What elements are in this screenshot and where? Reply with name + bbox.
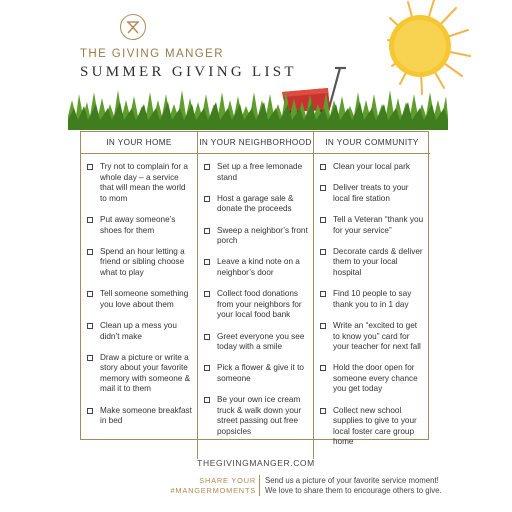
list-item bbox=[320, 247, 426, 279]
brand-name: THE GIVING MANGER bbox=[80, 48, 224, 60]
item-text: Greet everyone you see today with a smile bbox=[217, 331, 305, 352]
list-item bbox=[320, 406, 426, 448]
list-item bbox=[320, 215, 426, 236]
website-link[interactable]: THEGIVINGMANGER.COM bbox=[197, 458, 315, 468]
item-text: Make someone breakfast in bed bbox=[100, 405, 192, 426]
column-heading-neighborhood: IN YOUR NEIGHBORHOOD bbox=[198, 132, 313, 154]
checkbox[interactable] bbox=[87, 355, 93, 361]
item-text: Collect new school supplies to give to your local foster care group home bbox=[333, 405, 417, 447]
list-item bbox=[320, 289, 426, 310]
manger-logo-icon bbox=[120, 14, 146, 40]
list-item bbox=[204, 363, 309, 384]
checkbox[interactable] bbox=[87, 291, 93, 297]
list-item bbox=[204, 194, 309, 215]
checkbox[interactable] bbox=[320, 217, 326, 223]
item-text: Clean up a mess you didn’t make bbox=[100, 320, 177, 341]
checkbox[interactable] bbox=[204, 228, 210, 234]
footer-message bbox=[265, 476, 442, 496]
list-item bbox=[87, 215, 193, 236]
checkbox[interactable] bbox=[204, 397, 210, 403]
column-heading-home: IN YOUR HOME bbox=[81, 132, 197, 154]
checkbox[interactable] bbox=[204, 164, 210, 170]
checkbox[interactable] bbox=[87, 164, 93, 170]
checkbox[interactable] bbox=[204, 259, 210, 265]
share-line-1: SHARE YOUR bbox=[199, 476, 256, 485]
item-text: Sweep a neighbor’s front porch bbox=[217, 225, 308, 246]
list-item bbox=[87, 353, 193, 395]
item-text: Tell someone something you love about them bbox=[100, 289, 189, 309]
item-text: Write an “excited to get to know you” card for your teacher for next fall bbox=[333, 320, 421, 352]
item-text: Try not to complain for a whole day – a service that will mean the world to mom bbox=[100, 162, 188, 203]
list-item bbox=[320, 321, 426, 353]
column-heading-community: IN YOUR COMMUNITY bbox=[314, 132, 430, 154]
item-text: Host a garage sale & donate the proceeds bbox=[217, 193, 294, 214]
footer-divider bbox=[259, 475, 260, 496]
list-item bbox=[204, 162, 309, 183]
list-item bbox=[87, 321, 193, 342]
list-item bbox=[87, 162, 193, 204]
list-item bbox=[204, 289, 309, 321]
home-item-list bbox=[81, 154, 197, 427]
checkbox[interactable] bbox=[87, 408, 93, 414]
list-item bbox=[204, 395, 309, 437]
checkbox[interactable] bbox=[204, 196, 210, 202]
manger-icon bbox=[125, 19, 141, 35]
page-title: SUMMER GIVING LIST bbox=[80, 64, 297, 80]
checkbox[interactable] bbox=[320, 164, 326, 170]
message-line-2: We love to share them to encourage others to give. bbox=[265, 486, 442, 495]
share-hashtag bbox=[146, 476, 256, 496]
item-text: Hold the door open for someone every chance you get today bbox=[333, 363, 418, 394]
checkbox[interactable] bbox=[204, 365, 210, 371]
checkbox[interactable] bbox=[320, 323, 326, 329]
neighborhood-item-list bbox=[198, 154, 313, 437]
list-item bbox=[320, 363, 426, 395]
checkbox[interactable] bbox=[320, 365, 326, 371]
list-item bbox=[204, 226, 309, 247]
checkbox[interactable] bbox=[87, 323, 93, 329]
list-item bbox=[87, 247, 193, 279]
item-text: Clean your local park bbox=[333, 162, 410, 171]
item-text: Collect food donations from your neighbors for your local food bank bbox=[217, 289, 302, 320]
grass-illustration bbox=[68, 86, 448, 130]
item-text: Put away someone’s shoes for them bbox=[100, 214, 176, 235]
giving-list-table bbox=[80, 131, 429, 447]
list-item bbox=[320, 162, 426, 173]
checkbox[interactable] bbox=[204, 291, 210, 297]
item-text: Deliver treats to your local fire station bbox=[333, 183, 409, 203]
column-community bbox=[314, 132, 430, 459]
item-text: Pick a flower & give it to someone bbox=[217, 363, 304, 383]
item-text: Set up a free lemonade stand bbox=[217, 162, 303, 182]
item-text: Spend an hour letting a friend or sibling choose what to play bbox=[100, 246, 185, 277]
item-text: Decorate cards & deliver them to your local hospital bbox=[333, 246, 423, 277]
list-item bbox=[204, 257, 309, 278]
checkbox[interactable] bbox=[320, 185, 326, 191]
checkbox[interactable] bbox=[320, 291, 326, 297]
list-item bbox=[87, 406, 193, 427]
item-text: Tell a Veteran “thank you for your service” bbox=[333, 214, 424, 235]
share-line-2: #MANGERMOMENTS bbox=[170, 486, 256, 495]
item-text: Leave a kind note on a neighbor’s door bbox=[217, 257, 300, 277]
list-item bbox=[87, 289, 193, 310]
item-text: Draw a picture or write a story about your favorite memory with someone & mail it to them bbox=[100, 352, 191, 394]
column-neighborhood bbox=[198, 132, 314, 459]
list-item bbox=[204, 332, 309, 353]
checkbox[interactable] bbox=[87, 249, 93, 255]
list-item bbox=[320, 183, 426, 204]
checkbox[interactable] bbox=[204, 334, 210, 340]
column-home bbox=[81, 132, 198, 459]
item-text: Be your own ice cream truck & walk down your street passing out free popsicles bbox=[217, 395, 302, 436]
message-line-1: Send us a picture of your favorite service moment! bbox=[265, 476, 439, 485]
checkbox[interactable] bbox=[87, 217, 93, 223]
checkbox[interactable] bbox=[320, 408, 326, 414]
item-text: Find 10 people to say thank you to in 1 day bbox=[333, 289, 412, 309]
community-item-list bbox=[314, 154, 430, 448]
checkbox[interactable] bbox=[320, 249, 326, 255]
